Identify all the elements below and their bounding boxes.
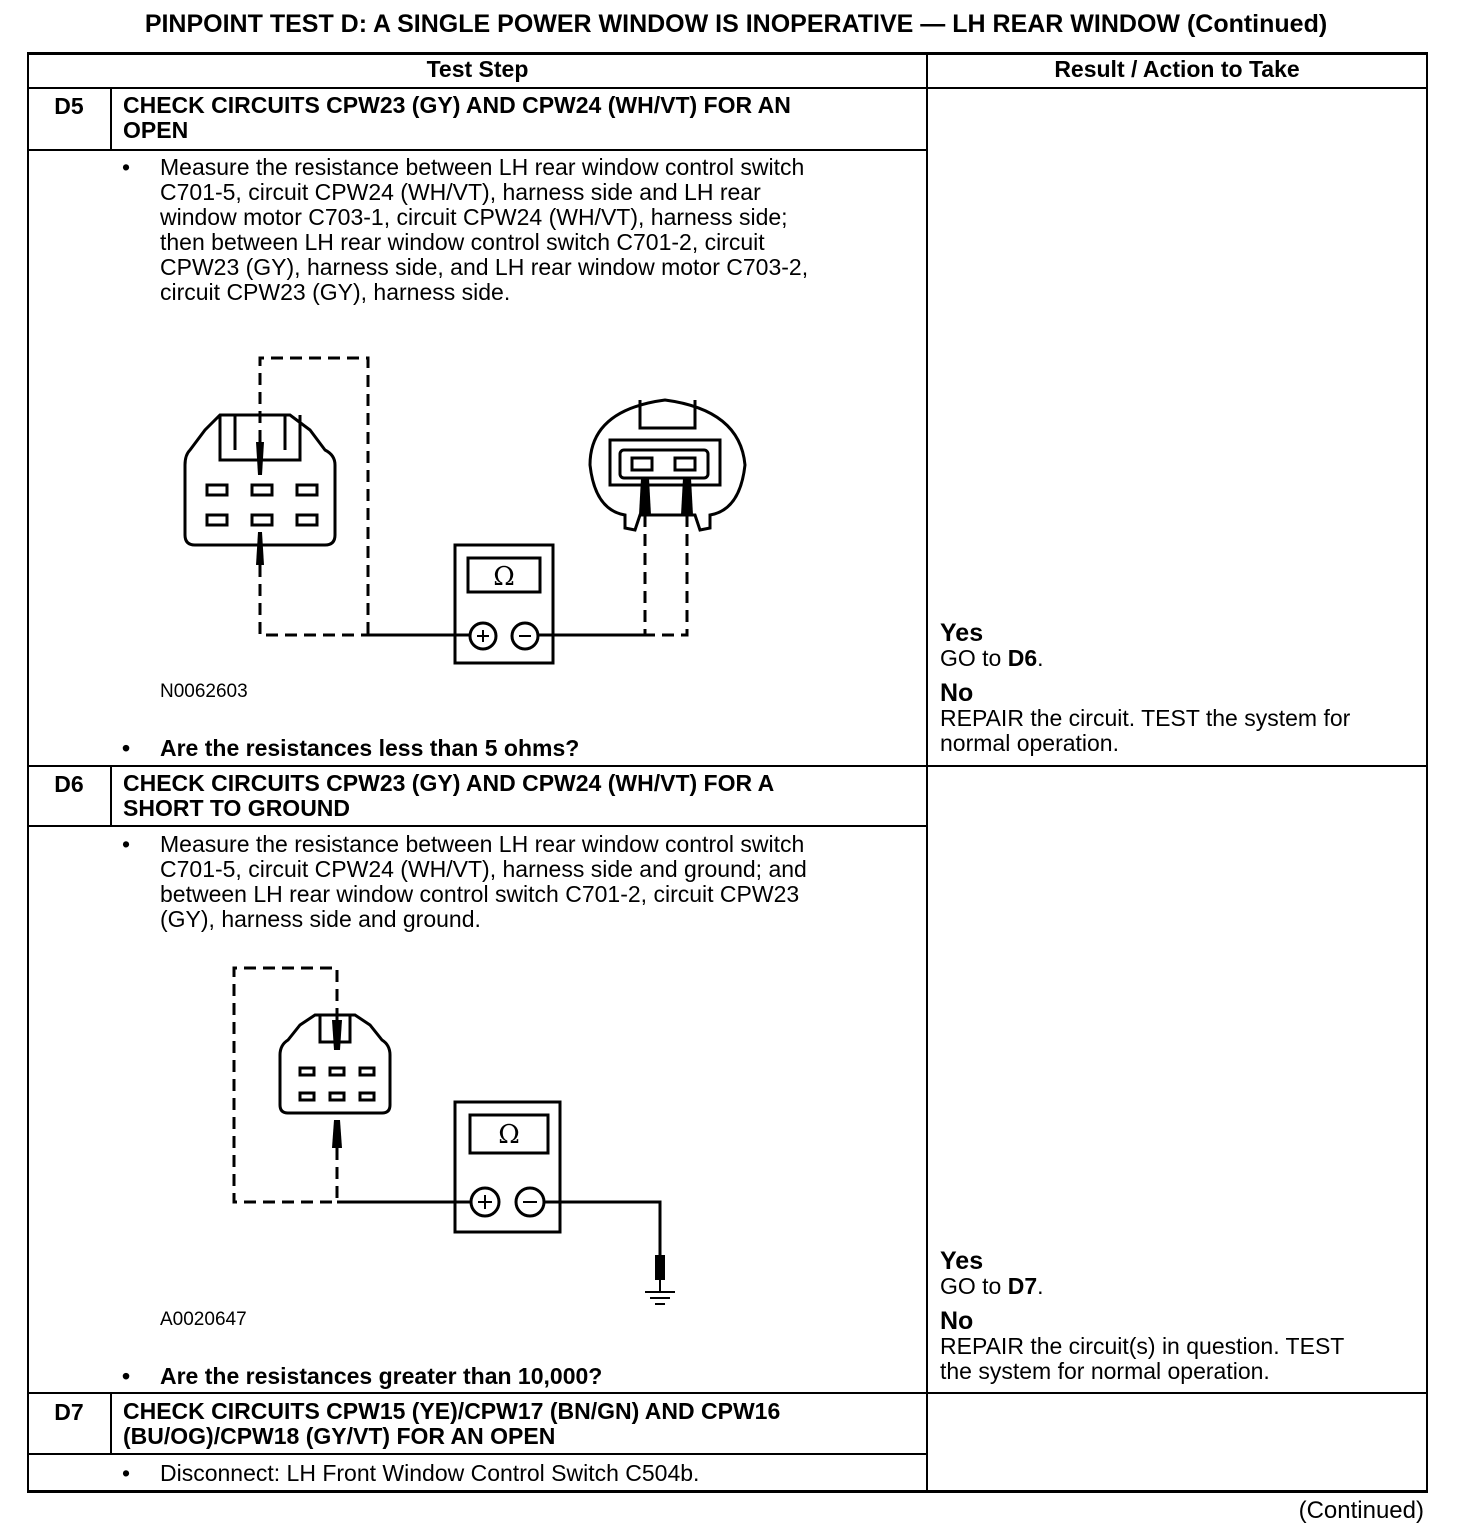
yes-action [940, 646, 1420, 671]
column-header-test-step: Test Step [426, 56, 529, 82]
yes-action [940, 1274, 1420, 1299]
goto-link-d7[interactable]: D7 [1007, 1273, 1038, 1299]
instruction-line: • Measure the resistance between LH rear window control switch [160, 154, 805, 180]
heading-line: CHECK CIRCUITS CPW23 (GY) AND CPW24 (WH/VT) FOR A [123, 770, 775, 796]
step-id-d7: D7 [54, 1399, 84, 1425]
yes-action-suffix: . [1037, 1273, 1044, 1299]
probe-icon [256, 442, 264, 565]
instruction-line: circuit CPW23 (GY), harness side. [160, 279, 511, 305]
yes-action-suffix: . [1037, 645, 1044, 671]
step-instruction-d5 [160, 155, 808, 305]
no-action-line: the system for normal operation. [940, 1358, 1270, 1384]
resistance-test-diagram-d5 [170, 350, 770, 670]
diagram-id-d5: N0062603 [160, 681, 248, 702]
step-question-d6: • Are the resistances greater than 10,000? [160, 1364, 602, 1389]
instruction-line: • Disconnect: LH Front Window Control Switch C504b. [160, 1460, 700, 1486]
no-label: No [940, 679, 974, 707]
heading-line: CHECK CIRCUITS CPW23 (GY) AND CPW24 (WH/VT) FOR AN [123, 92, 791, 118]
instruction-line: CPW23 (GY), harness side, and LH rear window motor C703-2, [160, 254, 809, 280]
step-heading-d7 [123, 1399, 780, 1449]
ground-icon [645, 1255, 675, 1304]
no-action-line: REPAIR the circuit. TEST the system for [940, 705, 1351, 731]
yes-action-text: GO to [940, 645, 1008, 671]
step-id-d5: D5 [54, 93, 84, 119]
yes-label: Yes [940, 619, 984, 647]
heading-line: OPEN [123, 117, 189, 143]
no-action-line: normal operation. [940, 730, 1119, 756]
heading-line: CHECK CIRCUITS CPW15 (YE)/CPW17 (BN/GN) AND CPW16 [123, 1398, 781, 1424]
instruction-line: (GY), harness side and ground. [160, 906, 481, 932]
diagram-id-d6: A0020647 [160, 1309, 247, 1330]
goto-link-d6[interactable]: D6 [1007, 645, 1038, 671]
result-d5 [940, 621, 1420, 756]
column-header-result: Result / Action to Take [1054, 56, 1300, 82]
instruction-line: C701-5, circuit CPW24 (WH/VT), harness side and LH rear [160, 179, 761, 205]
probe-icon [332, 1020, 342, 1148]
heading-line: (BU/OG)/CPW18 (GY/VT) FOR AN OPEN [123, 1423, 556, 1449]
instruction-line: window motor C703-1, circuit CPW24 (WH/VT), harness side; [160, 204, 788, 230]
short-to-ground-diagram-d6 [220, 960, 700, 1320]
step-instruction-d7 [160, 1461, 699, 1486]
heading-line: SHORT TO GROUND [123, 795, 351, 821]
yes-label: Yes [940, 1247, 984, 1275]
step-heading-d5 [123, 93, 791, 143]
no-action-line: REPAIR the circuit(s) in question. TEST [940, 1333, 1345, 1359]
motor-connector-icon [590, 400, 745, 530]
instruction-line: then between LH rear window control switch C701-2, circuit [160, 229, 765, 255]
instruction-line: • Measure the resistance between LH rear window control switch [160, 831, 805, 857]
continued-footer: (Continued) [1298, 1497, 1424, 1524]
page-title: PINPOINT TEST D: A SINGLE POWER WINDOW IS INOPERATIVE — LH REAR WINDOW (Continued) [144, 10, 1328, 38]
step-question-d5: • Are the resistances less than 5 ohms? [160, 736, 579, 761]
step-id-d6: D6 [54, 771, 84, 797]
ohm-symbol: Ω [498, 1120, 520, 1150]
instruction-line: between LH rear window control switch C701-2, circuit CPW23 [160, 881, 800, 907]
step-heading-d6 [123, 771, 774, 821]
ohm-symbol: Ω [493, 562, 515, 592]
result-d6 [940, 1249, 1420, 1384]
no-label: No [940, 1307, 974, 1335]
yes-action-text: GO to [940, 1273, 1008, 1299]
instruction-line: C701-5, circuit CPW24 (WH/VT), harness side and ground; and [160, 856, 807, 882]
step-instruction-d6 [160, 832, 807, 932]
